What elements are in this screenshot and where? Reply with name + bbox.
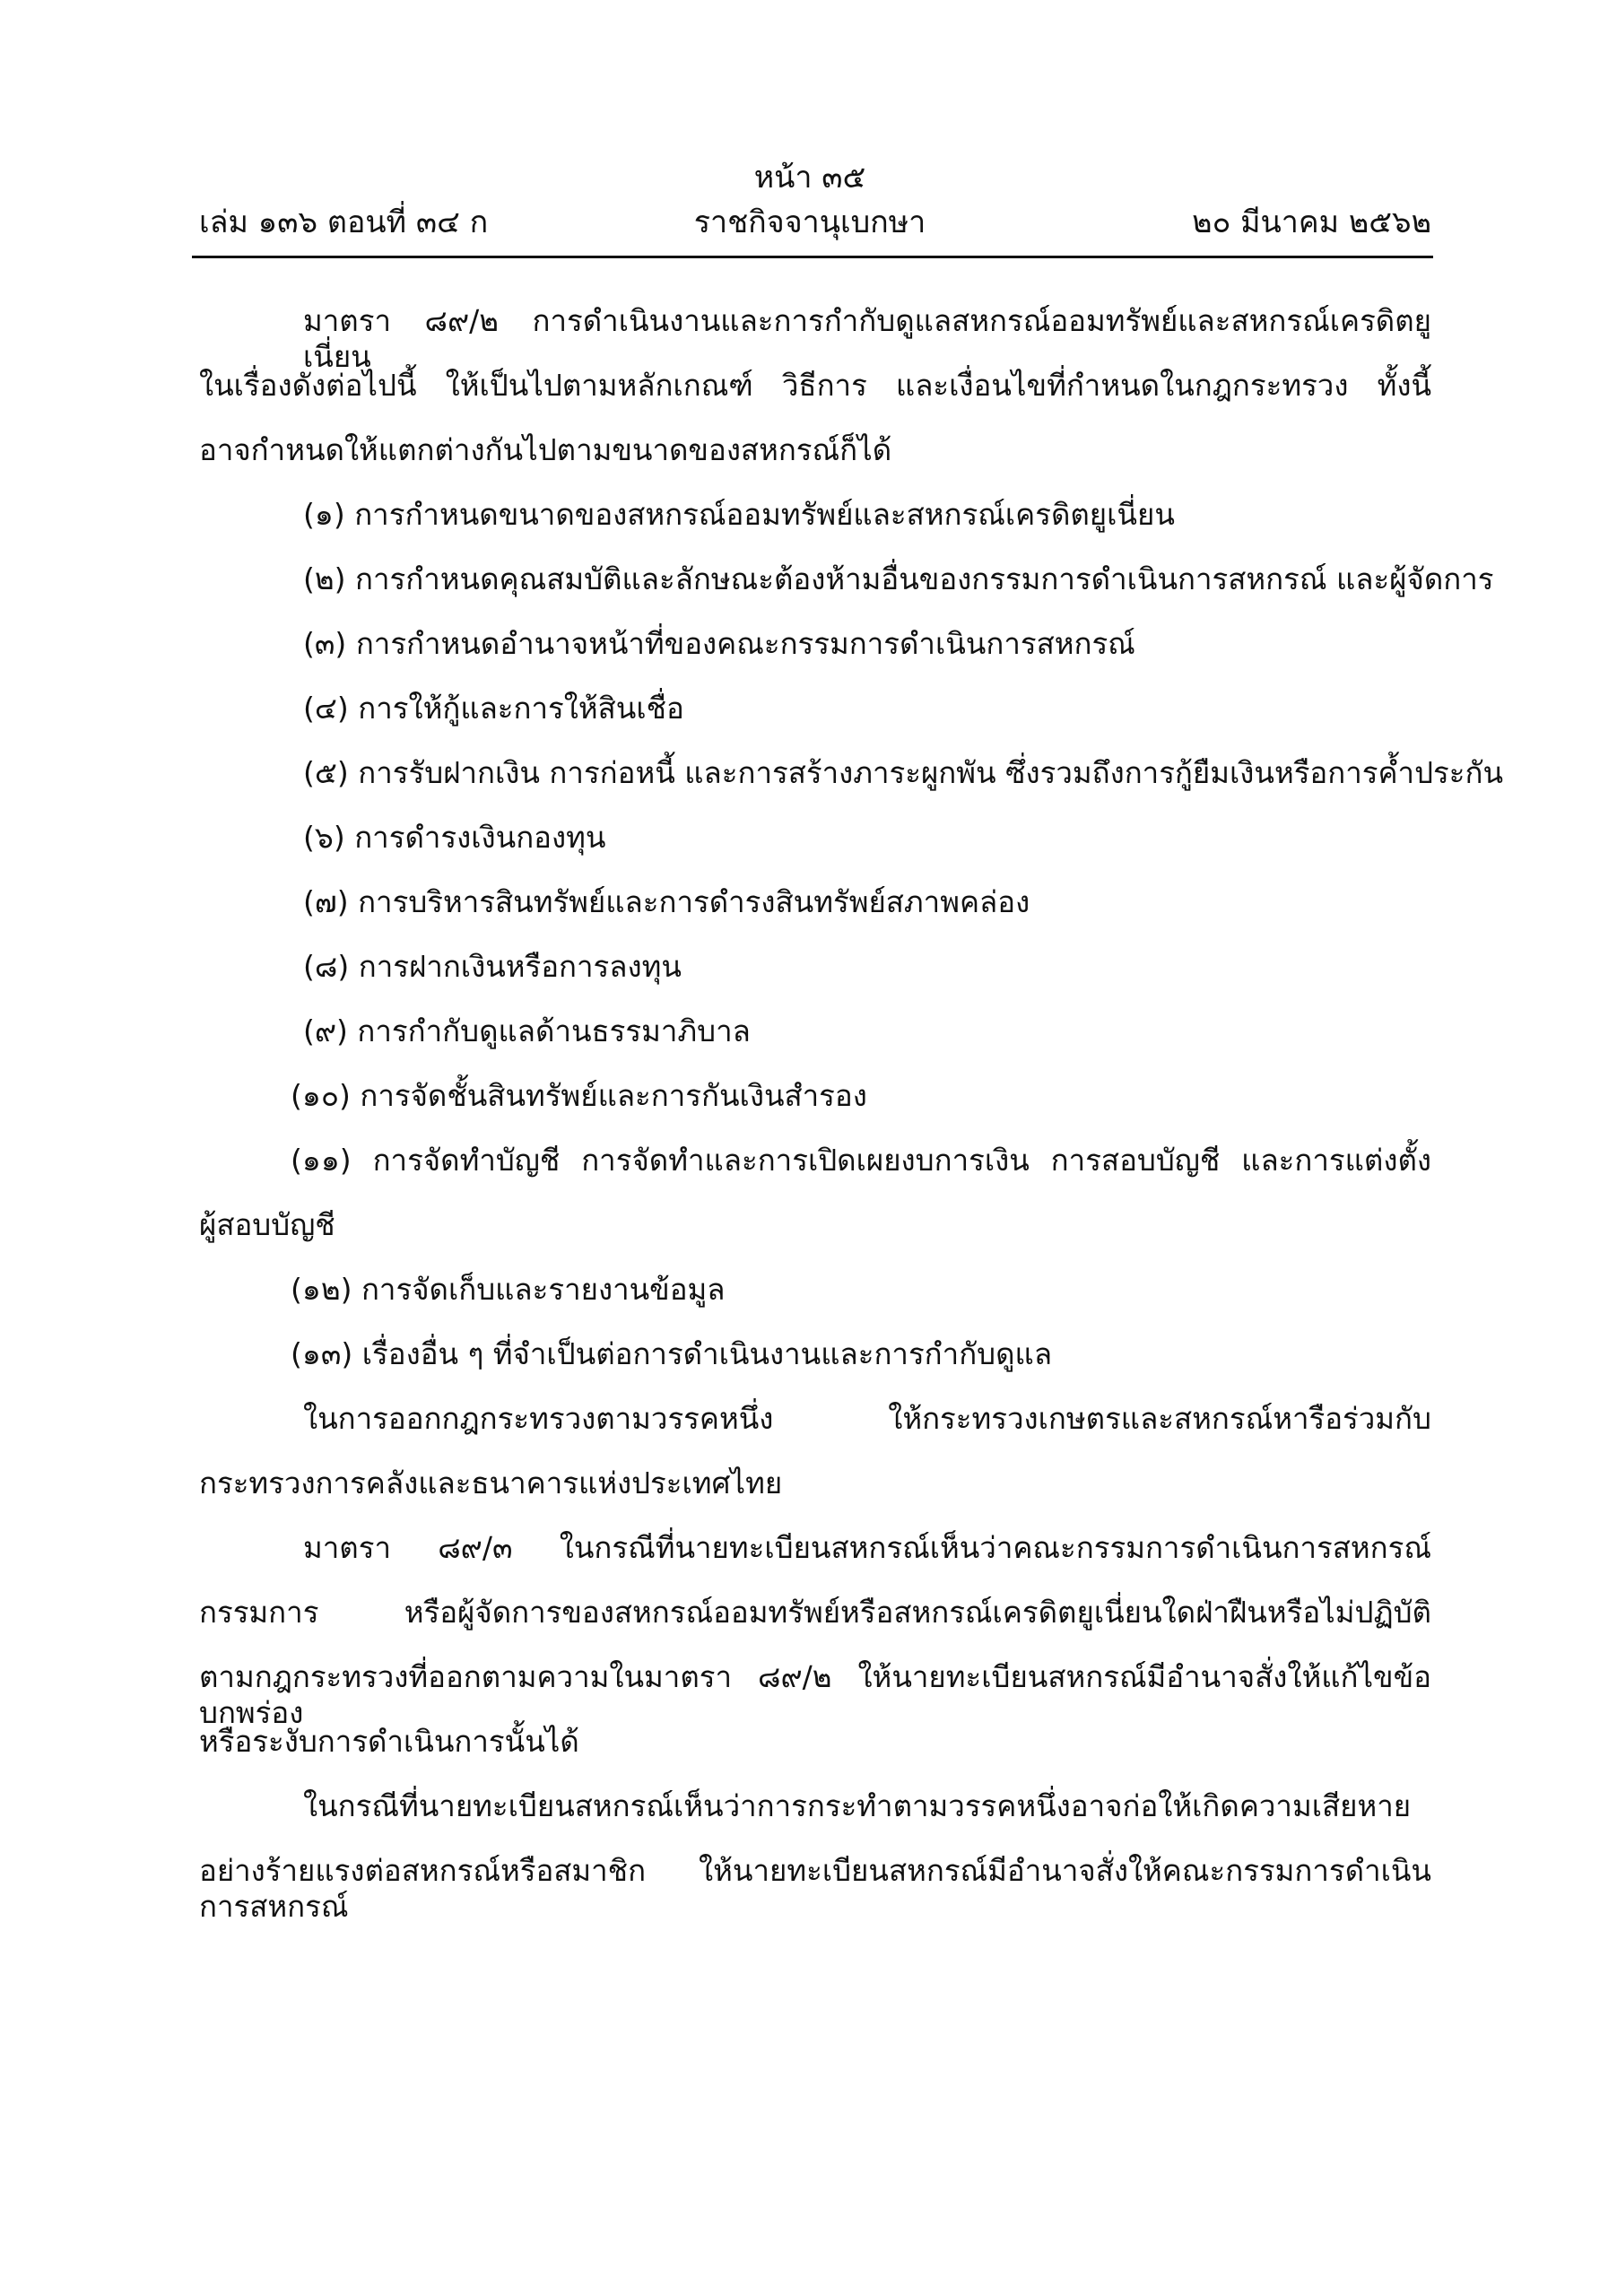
list-item [291,1336,1052,1372]
list-item [303,755,1503,791]
list-item [303,691,684,726]
page-number: หน้า ๓๕ [753,160,866,196]
list-item [303,949,682,985]
item-number: (๙) [303,1013,348,1048]
list-item [303,1013,751,1049]
volume-issue: เล่ม ๑๓๖ ตอนที่ ๓๔ ก [199,204,489,240]
section-89-3-line-3: ตามกฎกระทรวงที่ออกตามความในมาตรา ๘๙/๒ ให้นายทะเบียนสหกรณ์มีอำนาจสั่งให้แก้ไขข้อบกพร่อง [199,1659,1431,1730]
list-item [303,884,1030,920]
section-89-2-line-2: ในเรื่องดังต่อไปนี้ ให้เป็นไปตามหลักเกณฑ์ วิธีการ และเงื่อนไขที่กำหนดในกฎกระทรวง ทั้งนี้ [199,368,1431,403]
item-text: การกำกับดูแลด้านธรรมาภิบาล [357,1013,751,1048]
paragraph-damage-line-2: อย่างร้ายแรงต่อสหกรณ์หรือสมาชิก ให้นายทะเบียนสหกรณ์มีอำนาจสั่งให้คณะกรรมการดำเนินการสหกรณ์ [199,1853,1431,1924]
item-text: การดำรงเงินกองทุน [354,820,606,855]
item-text: เรื่องอื่น ๆ ที่จำเป็นต่อการดำเนินงานและการกำกับดูแล [361,1336,1053,1371]
paragraph-ministerial-line-1: ในการออกกฎกระทรวงตามวรรคหนึ่ง ให้กระทรวงเกษตรและสหกรณ์หารือร่วมกับ [303,1401,1431,1436]
list-item [303,561,1494,597]
paragraph-damage-line-1: ในกรณีที่นายทะเบียนสหกรณ์เห็นว่าการกระทำตามวรรคหนึ่งอาจก่อให้เกิดความเสียหาย [303,1788,1412,1823]
list-item [303,626,1135,662]
item-number: (๑๑) [291,1143,352,1178]
list-item [291,1078,867,1114]
item-number: (๔) [303,691,349,726]
section-89-2-line-3: อาจกำหนดให้แตกต่างกันไปตามขนาดของสหกรณ์ก็ได้ [199,432,892,467]
paragraph-ministerial-line-2: กระทรวงการคลังและธนาคารแห่งประเทศไทย [199,1465,783,1500]
list-item [291,1143,1431,1178]
item-text: การกำหนดขนาดของสหกรณ์ออมทรัพย์และสหกรณ์เครดิตยูเนี่ยน [354,497,1175,532]
item-text: การบริหารสินทรัพย์และการดำรงสินทรัพย์สภาพคล่อง [358,884,1030,919]
list-item [303,497,1175,533]
item-number: (๑๒) [291,1272,352,1307]
section-89-2-line-1: มาตรา ๘๙/๒ การดำเนินงานและการกำกับดูแลสหกรณ์ออมทรัพย์และสหกรณ์เครดิตยูเนี่ยน [303,303,1431,374]
item-number: (๖) [303,820,345,855]
item-text: การจัดเก็บและรายงานข้อมูล [361,1272,726,1307]
item-text: การจัดทำบัญชี การจัดทำและการเปิดเผยงบการเงิน การสอบบัญชี และการแต่งตั้ง [372,1143,1431,1178]
item-number: (๒) [303,561,346,596]
item-text: การรับฝากเงิน การก่อหนี้ และการสร้างภาระผูกพัน ซึ่งรวมถึงการกู้ยืมเงินหรือการค้ำประกัน [358,755,1504,790]
item-number: (๑๐) [291,1078,351,1113]
list-item [303,820,605,856]
item-text: การจัดชั้นสินทรัพย์และการกันเงินสำรอง [360,1078,867,1113]
item-text: การกำหนดอำนาจหน้าที่ของคณะกรรมการดำเนินการสหกรณ์ [355,626,1135,661]
list-item [291,1272,726,1308]
list-item-continuation [199,1207,335,1243]
item-text: การฝากเงินหรือการลงทุน [358,949,682,984]
item-text: การกำหนดคุณสมบัติและลักษณะต้องห้ามอื่นของกรรมการดำเนินการสหกรณ์ และผู้จัดการ [355,561,1494,596]
section-89-3-line-2: กรรมการ หรือผู้จัดการของสหกรณ์ออมทรัพย์หรือสหกรณ์เครดิตยูเนี่ยนใดฝ่าฝืนหรือไม่ปฏิบัติ [199,1595,1431,1630]
item-number: (๓) [303,626,347,661]
section-89-3-line-1: มาตรา ๘๙/๓ ในกรณีที่นายทะเบียนสหกรณ์เห็นว่าคณะกรรมการดำเนินการสหกรณ์ [303,1530,1431,1565]
item-number: (๕) [303,755,349,790]
item-number: (๑๓) [291,1336,353,1371]
header-rule [192,256,1433,258]
item-number: (๘) [303,949,350,984]
publication-title: ราชกิจจานุเบกษา [693,204,926,240]
item-number: (๑) [303,497,345,532]
item-text: การให้กู้และการให้สินเชื่อ [358,691,684,726]
item-text: ผู้สอบบัญชี [199,1207,335,1242]
item-number: (๗) [303,884,349,919]
section-89-3-line-4: หรือระงับการดำเนินการนั้นได้ [199,1724,579,1759]
publication-date: ๒๐ มีนาคม ๒๕๖๒ [1192,204,1431,240]
